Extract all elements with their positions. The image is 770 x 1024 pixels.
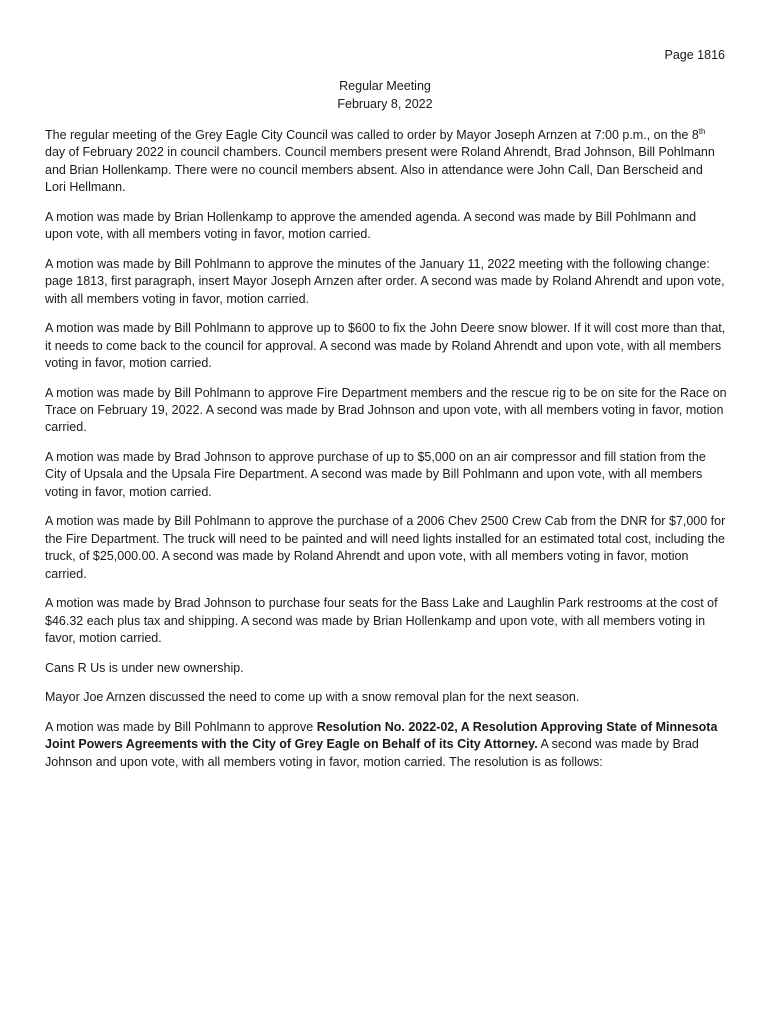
resolution-title: Resolution No. 2022-02, A Resolution Approving State of Minnesota Joint Powers Agreements with the City of Grey Eagle on Behalf of its City Attorney. bbox=[45, 719, 718, 752]
paragraph-race-on-trace-motion: A motion was made by Bill Pohlmann to approve Fire Department members and the rescue rig to be on site for the Race on Trace on February 19, 2022. A second was made by Brad Johnson and upon vote, with all members voting in favor, motion carried. bbox=[45, 385, 727, 435]
paragraph-resolution-motion bbox=[45, 719, 727, 771]
paragraph-snow-blower-motion: A motion was made by Bill Pohlmann to approve up to $600 to fix the John Deere snow blower. If it will cost more than that, it needs to come back to the council for approval. A second was made by Roland Ahrendt and upon vote, with all members voting in favor, motion carried. bbox=[45, 321, 726, 371]
paragraph-truck-purchase-motion: A motion was made by Bill Pohlmann to approve the purchase of a 2006 Chev 2500 Crew Cab from the DNR for $7,000 for the Fire Department. The truck will need to be painted and will need lights installed for an estimated total cost, including the truck, of $25,000.00. A second was made by Roland Ahrendt and upon vote, with all members voting in favor, motion carried. bbox=[45, 514, 726, 581]
ordinal-suffix: th bbox=[698, 126, 706, 136]
paragraph-minutes-motion: A motion was made by Bill Pohlmann to approve the minutes of the January 11, 2022 meeting with the following change: page 1813, first paragraph, insert Mayor Joseph Arnzen after order. A second was made by Roland Ahrendt and upon vote, with all members voting in favor, motion carried. bbox=[45, 256, 725, 306]
resolution-motion-text-cont: A second was made by Brad Johnson and upon vote, with all members voting in favor, motion carried. The resolution is as follows: bbox=[45, 737, 699, 769]
page-number: Page 1816 bbox=[664, 48, 725, 62]
paragraph-restroom-seats-motion: A motion was made by Brad Johnson to purchase four seats for the Bass Lake and Laughlin Park restrooms at the cost of $46.32 each plus tax and shipping. A second was made by Brian Hollenkamp and upon vote, with all members voting in favor, motion carried. bbox=[45, 596, 718, 646]
meeting-heading bbox=[0, 78, 770, 113]
paragraph-cans-r-us: Cans R Us is under new ownership. bbox=[45, 660, 244, 675]
meeting-title: Regular Meeting bbox=[339, 79, 431, 93]
paragraph-snow-removal: Mayor Joe Arnzen discussed the need to come up with a snow removal plan for the next season. bbox=[45, 690, 580, 705]
minutes-body bbox=[45, 127, 727, 783]
call-to-order-text: The regular meeting of the Grey Eagle City Council was called to order by Mayor Joseph Arnzen at 7:00 p.m., on the 8 bbox=[45, 128, 699, 142]
resolution-motion-text: A motion was made by Bill Pohlmann to approve bbox=[45, 719, 317, 734]
meeting-date: February 8, 2022 bbox=[337, 96, 433, 111]
paragraph-agenda-motion: A motion was made by Brian Hollenkamp to approve the amended agenda. A second was made by Bill Pohlmann and upon vote, with all members voting in favor, motion carried. bbox=[45, 209, 697, 242]
paragraph-call-to-order bbox=[45, 127, 727, 197]
paragraph-air-compressor-motion: A motion was made by Brad Johnson to approve purchase of up to $5,000 on an air compressor and fill station from the City of Upsala and the Upsala Fire Department. A second was made by Bill Pohlmann and upon vote, with all members voting in favor, motion carried. bbox=[45, 450, 706, 499]
call-to-order-text-cont: day of February 2022 in council chambers. Council members present were Roland Ahrendt, Brad Johnson, Bill Pohlmann and Brian Hollenkamp. There were no council members absent. Also in attendance were John Call, Dan Berscheid and Lori Hellmann. bbox=[45, 145, 715, 195]
